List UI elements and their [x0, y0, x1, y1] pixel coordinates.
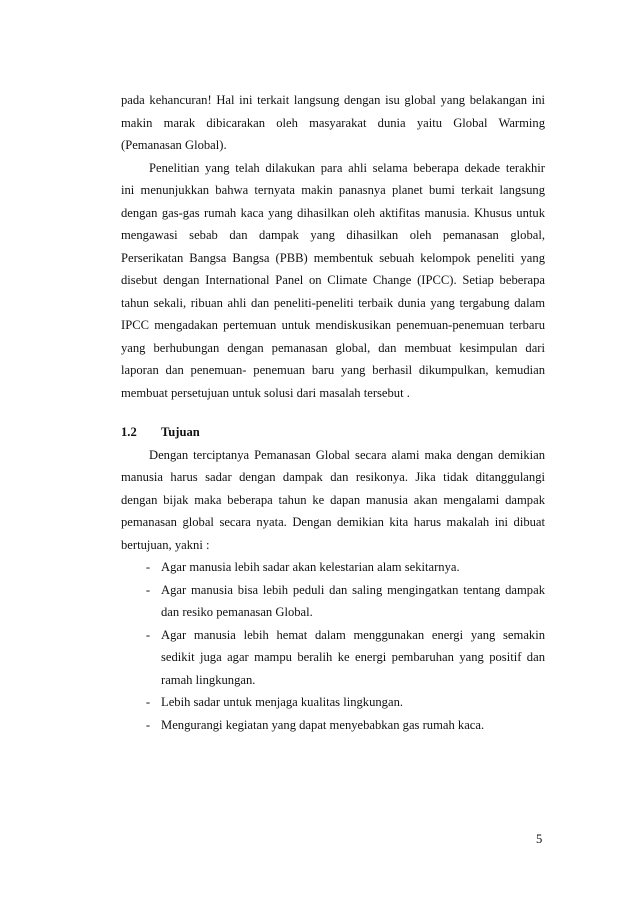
- text-line: yang berhubungan dengan pemanasan global, dan membuat kesimpulan dari: [121, 340, 545, 355]
- list-item-text: Mengurangi kegiatan yang dapat menyebabkan gas rumah kaca.: [161, 717, 485, 732]
- list-item-text: sedikit juga agar mampu beralih ke energi pembaruhan yang positif dan: [161, 650, 545, 664]
- list-item: [135, 556, 545, 579]
- list-item-text: Agar manusia lebih sadar akan kelestarian alam sekitarnya.: [161, 560, 460, 574]
- list-item: [135, 691, 545, 714]
- document-page: [121, 89, 545, 736]
- text-line: membuat persetujuan untuk solusi dari masalah tersebut .: [121, 385, 410, 400]
- paragraph-research: [121, 157, 545, 405]
- list-item-text: Lebih sadar untuk menjaga kualitas lingkungan.: [161, 695, 404, 709]
- list-item-text: Agar manusia bisa lebih peduli dan saling mengingatkan tentang dampak: [161, 582, 545, 597]
- text-line: makin marak dibicarakan oleh masyarakat dunia yaitu Global Warming: [121, 115, 545, 130]
- list-item: [135, 714, 545, 737]
- bullet-dash: -: [145, 695, 151, 709]
- section-heading: [121, 421, 545, 444]
- list-item-text: dan resiko pemanasan Global.: [161, 605, 313, 619]
- bullet-dash: -: [145, 560, 151, 574]
- list-item: [135, 579, 545, 624]
- text-line: Penelitian yang telah dilakukan para ahli selama beberapa dekade terakhir: [149, 160, 545, 175]
- list-item-text: ramah lingkungan.: [161, 672, 256, 687]
- section-number: 1.2: [121, 425, 137, 439]
- section-title: Tujuan: [161, 425, 200, 439]
- text-line: dengan bijak maka beberapa tahun ke dapan manusia akan mengalami dampak: [121, 492, 545, 507]
- text-line: bertujuan, yakni :: [121, 537, 210, 552]
- text-line: (Pemanasan Global).: [121, 138, 227, 152]
- bullet-list: [121, 556, 545, 736]
- text-line: Dengan terciptanya Pemanasan Global secara alami maka dengan demikian: [149, 447, 545, 462]
- list-item: [135, 624, 545, 692]
- bullet-dash: -: [145, 717, 151, 732]
- text-line: Perserikatan Bangsa Bangsa (PBB) membentuk sebuah kelompok peneliti yang: [121, 250, 545, 265]
- text-line: tahun sekali, ribuan ahli dan peneliti-peneliti terbaik dunia yang tergabung dalam: [121, 295, 545, 310]
- list-item-text: Agar manusia lebih hemat dalam menggunakan energi yang semakin: [161, 627, 545, 642]
- text-line: manusia harus sadar dengan dampak dan resikonya. Jika tidak ditanggulangi: [121, 470, 545, 484]
- text-line: laporan dan penemuan- penemuan baru yang berhasil dikumpulkan, kemudian: [121, 363, 545, 377]
- text-line: disebut dengan International Panel on Climate Change (IPCC). Setiap beberapa: [121, 273, 545, 287]
- bullet-dash: -: [145, 627, 151, 642]
- text-line: pada kehancuran! Hal ini terkait langsung dengan isu global yang belakangan ini: [121, 93, 545, 107]
- text-line: mengawasi sebab dan dampak yang dihasilkan oleh pemanasan global,: [121, 228, 545, 242]
- text-line: IPCC mengadakan pertemuan untuk mendiskusikan penemuan-penemuan terbaru: [121, 318, 545, 332]
- text-line: dengan gas-gas rumah kaca yang dihasilkan oleh aktifitas manusia. Khusus untuk: [121, 205, 545, 220]
- paragraph-intro: [121, 89, 545, 157]
- paragraph-purpose: [121, 444, 545, 557]
- text-line: ini menunjukkan bahwa ternyata makin panasnya planet bumi terkait langsung: [121, 183, 545, 197]
- page-number: 5: [536, 832, 543, 846]
- text-line: pemanasan global secara nyata. Dengan demikian kita harus makalah ini dibuat: [121, 515, 545, 529]
- bullet-dash: -: [145, 582, 151, 597]
